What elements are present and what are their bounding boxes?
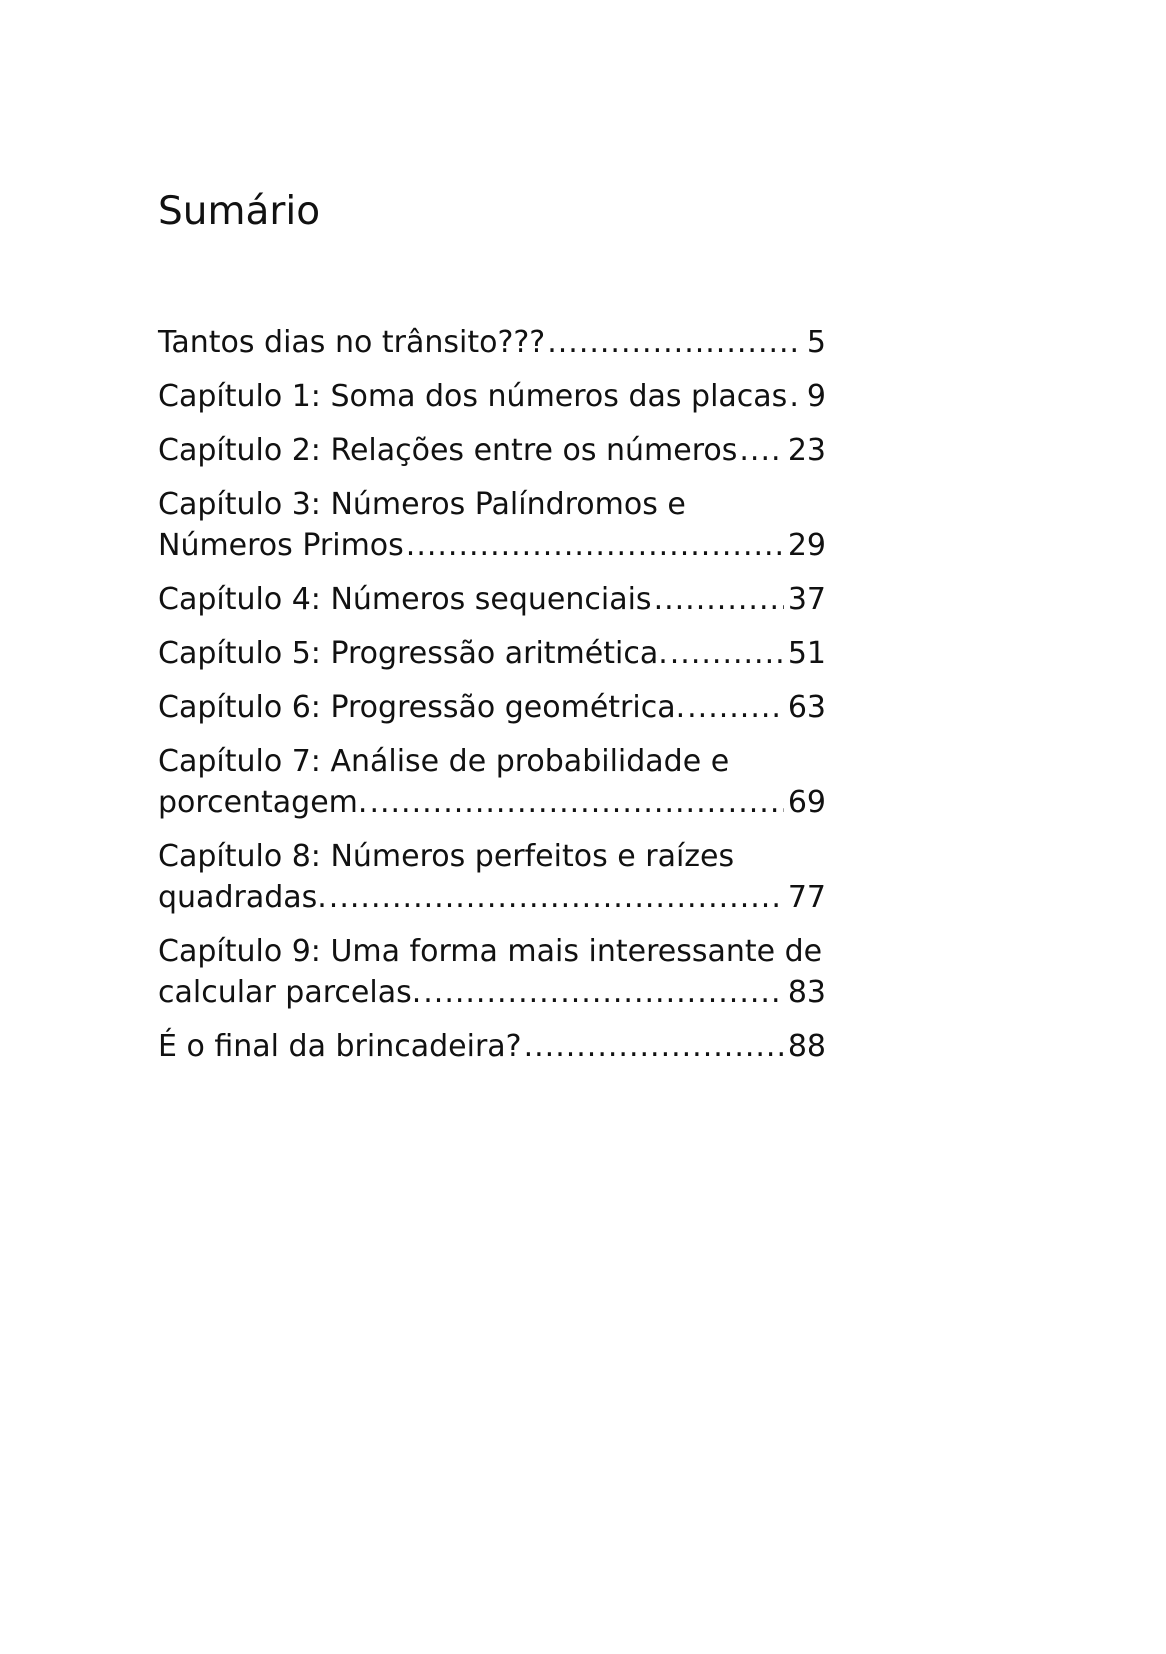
toc-page-number: 23	[787, 433, 826, 468]
toc-entry[interactable]	[158, 579, 826, 620]
toc-line	[158, 633, 826, 674]
toc-entry-title-line: Capítulo 3: Números Palíndromos e	[158, 487, 686, 522]
toc-page-number: 88	[787, 1029, 826, 1064]
dot-leader	[406, 525, 784, 566]
toc-page-number: 37	[787, 582, 826, 617]
toc-line	[158, 687, 826, 728]
toc-entry-title: Capítulo 6: Progressão geométrica.	[158, 690, 686, 725]
toc-entry-title-line: Capítulo 9: Uma forma mais interessante de	[158, 934, 823, 969]
toc-entry-title: calcular parcelas.	[158, 975, 422, 1010]
toc-page-number: 83	[787, 975, 826, 1010]
toc-entry-title: Capítulo 5: Progressão aritmética.	[158, 636, 668, 671]
toc-entry-title: Capítulo 4: Números sequenciais	[158, 582, 652, 617]
toc-line	[158, 430, 826, 471]
toc-line	[158, 1026, 826, 1067]
toc-entry-title: quadradas.	[158, 880, 327, 915]
toc-entry[interactable]	[158, 633, 826, 674]
toc-page-number: 51	[787, 636, 826, 671]
toc-entry[interactable]	[158, 931, 826, 1013]
toc-entry-title: Capítulo 1: Soma dos números das placas	[158, 379, 788, 414]
table-of-contents	[158, 322, 826, 1080]
toc-page-number: 63	[787, 690, 826, 725]
dot-leader	[654, 579, 784, 620]
toc-entry[interactable]	[158, 322, 826, 363]
toc-entry-title: Números Primos	[158, 528, 404, 563]
dot-leader	[739, 430, 783, 471]
toc-page-number: 69	[787, 785, 826, 820]
toc-line	[158, 579, 826, 620]
toc-line	[158, 877, 826, 918]
toc-entry-title: É o final da brincadeira?	[158, 1029, 522, 1064]
toc-page-number: 5	[806, 325, 826, 360]
page-title: Sumário	[158, 189, 321, 234]
toc-line	[158, 376, 826, 417]
toc-entry[interactable]	[158, 836, 826, 918]
toc-entry[interactable]	[158, 741, 826, 823]
dot-leader	[789, 376, 803, 417]
toc-entry-title: porcentagem.	[158, 785, 368, 820]
dot-leader	[423, 972, 784, 1013]
dot-leader	[670, 633, 784, 674]
toc-page-number: 9	[806, 379, 826, 414]
dot-leader	[687, 687, 784, 728]
toc-entry-title: Capítulo 2: Relações entre os números	[158, 433, 738, 468]
dot-leader	[547, 322, 803, 363]
toc-line	[158, 322, 826, 363]
toc-entry[interactable]	[158, 1026, 826, 1067]
toc-line	[158, 782, 826, 823]
toc-entry[interactable]	[158, 430, 826, 471]
dot-leader	[524, 1026, 784, 1067]
dot-leader	[369, 782, 783, 823]
toc-entry[interactable]	[158, 484, 826, 566]
toc-entry[interactable]	[158, 376, 826, 417]
toc-entry-title-line: Capítulo 8: Números perfeitos e raízes	[158, 839, 735, 874]
toc-line	[158, 525, 826, 566]
toc-entry[interactable]	[158, 687, 826, 728]
toc-page-number: 77	[787, 880, 826, 915]
dot-leader	[329, 877, 784, 918]
toc-line	[158, 972, 826, 1013]
toc-entry-title-line: Capítulo 7: Análise de probabilidade e	[158, 744, 730, 779]
toc-entry-title: Tantos dias no trânsito???	[158, 325, 546, 360]
toc-page-number: 29	[787, 528, 826, 563]
